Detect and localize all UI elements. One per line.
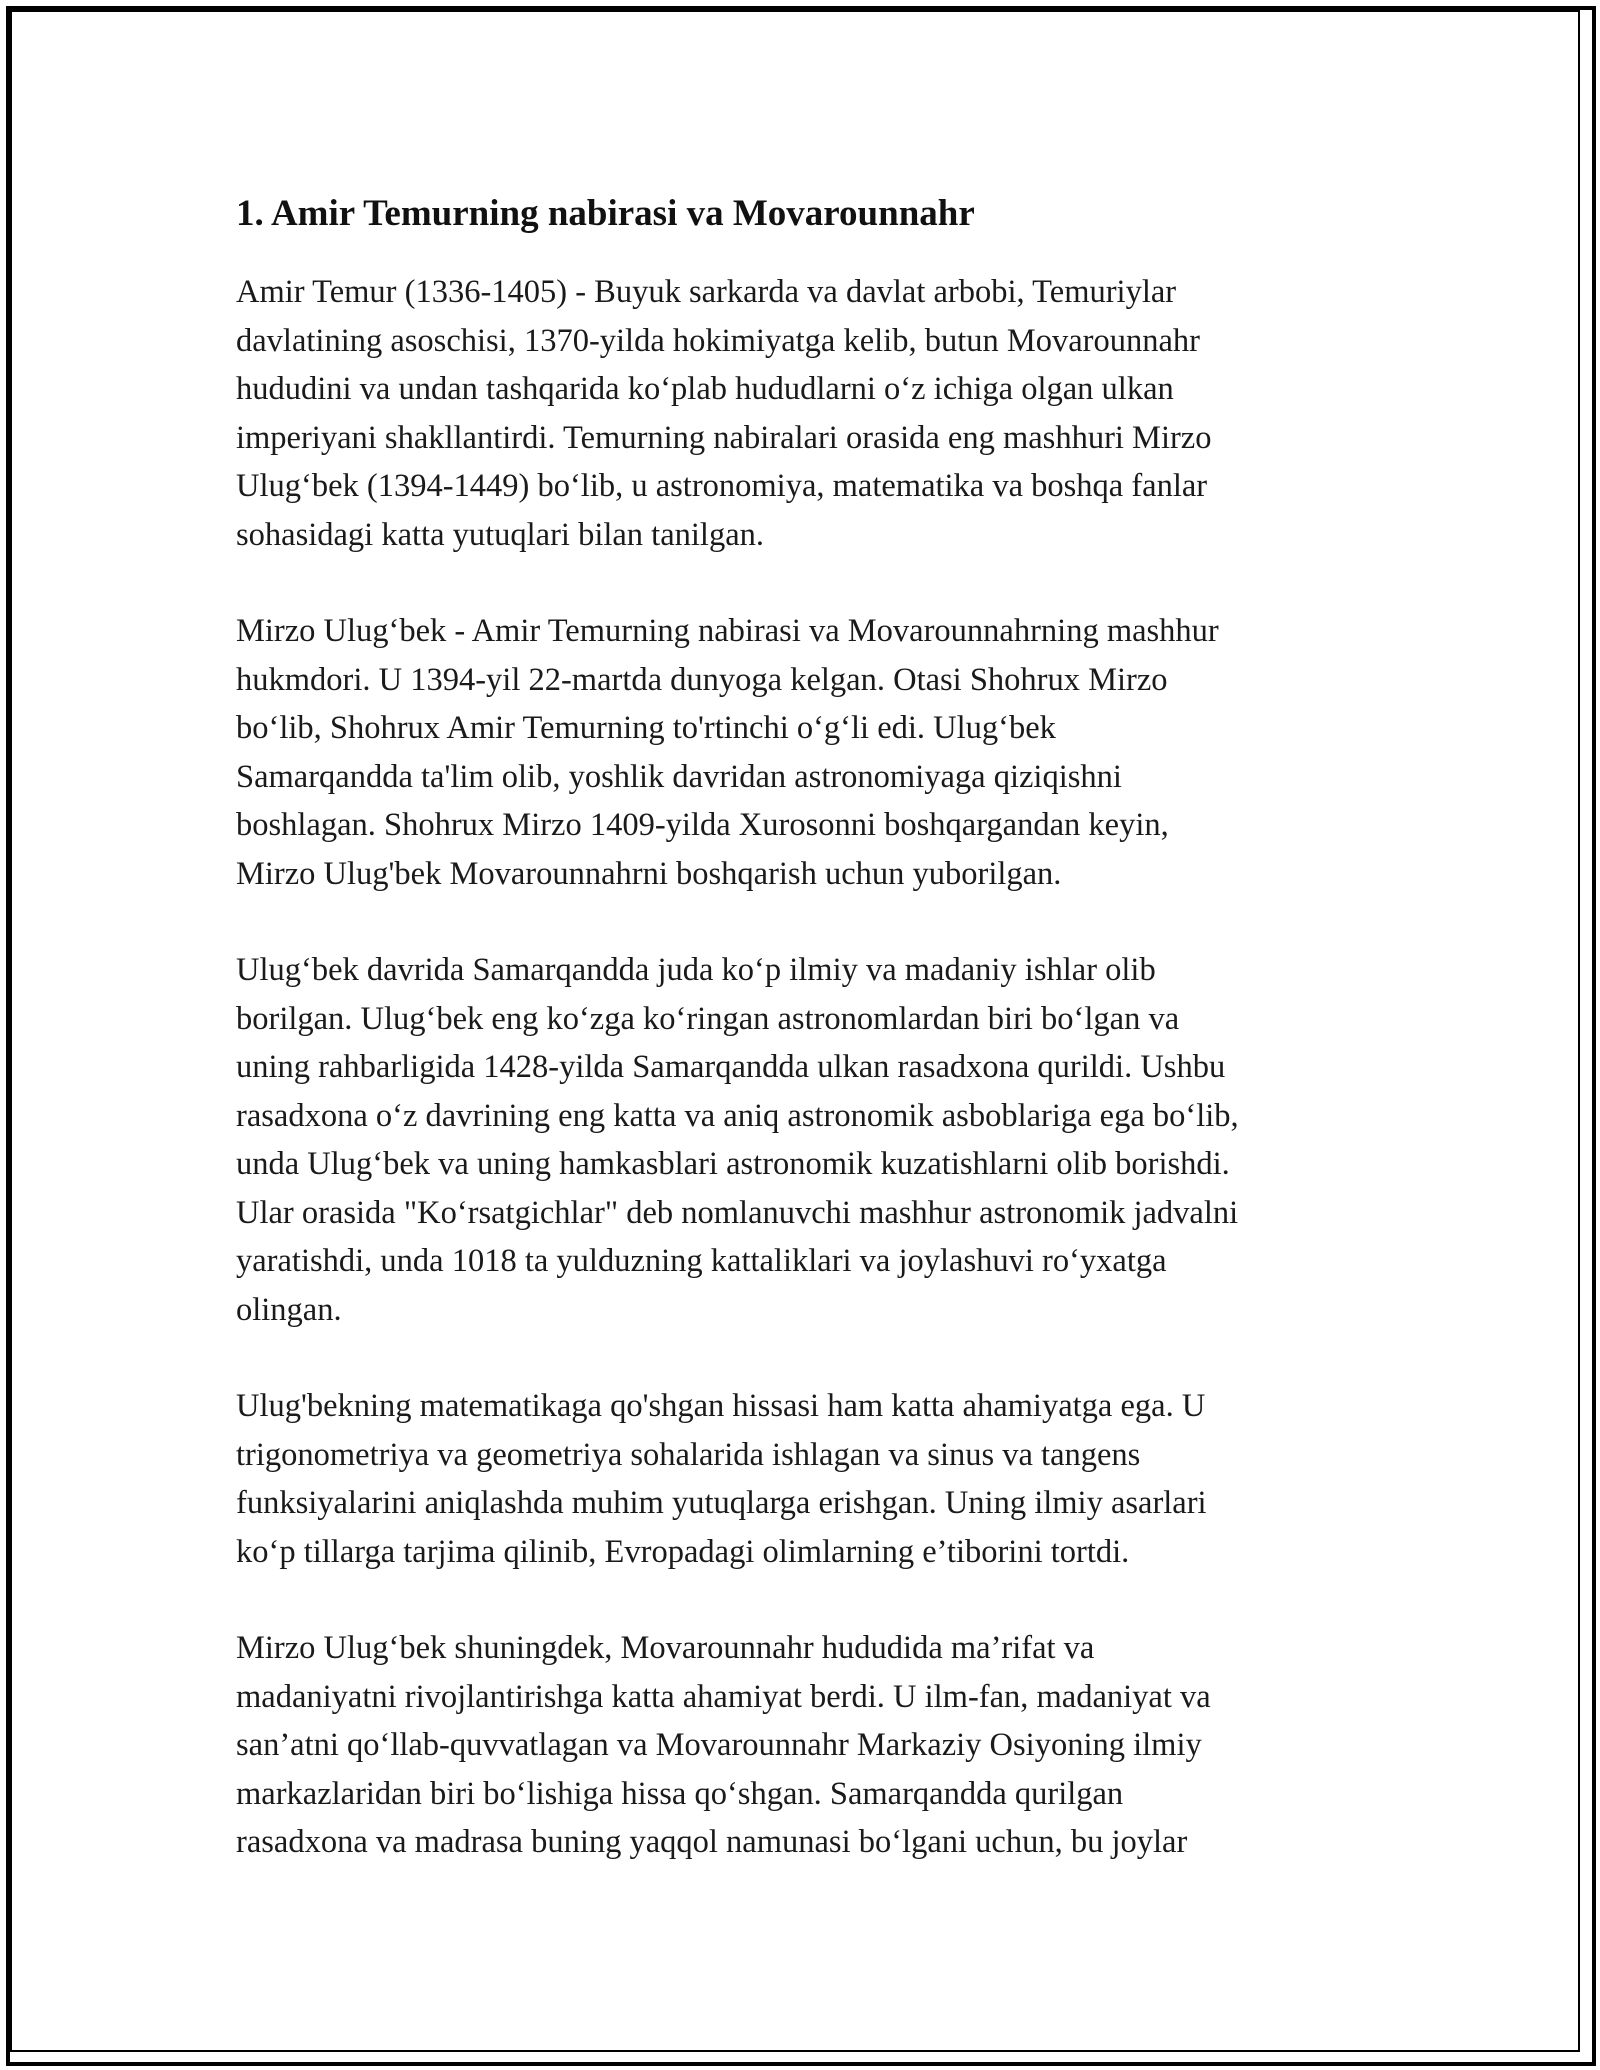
section-heading: 1. Amir Temurning nabirasi va Movarounnahr (236, 193, 975, 234)
paragraph-mathematics: Ulug'bekning matematikaga qo'shgan hissasi ham katta ahamiyatga ega. U trigonometriya va geometriya sohalarida ishlagan va sinus va tangens funksiyalarini aniqlashda muhim yutuqlarga erishgan. Uning ilmiy asarlari koʻp tillarga tarjima qilinib, Evropadagi olimlarning e’tiborini tortdi. (236, 1388, 1207, 1570)
paragraph-culture: Mirzo Ulugʻbek shuningdek, Movarounnahr hududida ma’rifat va madaniyatni rivojlantirishga katta ahamiyat berdi. U ilm-fan, madaniyat va san’atni qoʻllab-quvvatlagan va Movarounnahr Markaziy Osiyoning ilmiy markazlaridan biri boʻlishiga hissa qoʻshgan. Samarqandda qurilgan rasadxona va madrasa buning yaqqol namunasi boʻlgani uchun, bu joylar (236, 1630, 1211, 1860)
document-body (236, 186, 1396, 1915)
paragraph-amir-temur: Amir Temur (1336-1405) - Buyuk sarkarda va davlat arbobi, Temuriylar davlatining asoschisi, 1370-yilda hokimiyatga kelib, butun Movarounnahr hududini va undan tashqarida koʻplab hududlarni oʻz ichiga olgan ulkan imperiyani shakllantirdi. Temurning nabiralari orasida eng mashhuri Mirzo Ulugʻbek (1394-1449) boʻlib, u astronomiya, matematika va boshqa fanlar sohasidagi katta yutuqlari bilan tanilgan. (236, 274, 1212, 553)
paragraph-observatory: Ulugʻbek davrida Samarqandda juda koʻp ilmiy va madaniy ishlar olib borilgan. Ulugʻbek eng koʻzga koʻringan astronomlardan biri boʻlgan va uning rahbarligida 1428-yilda Samarqandda ulkan rasadxona qurildi. Ushbu rasadxona oʻz davrining eng katta va aniq astronomik asboblariga ega boʻlib, unda Ulugʻbek va uning hamkasblari astronomik kuzatishlarni olib borishdi. Ular orasida "Koʻrsatgichlar" deb nomlanuvchi mashhur astronomik jadvalni yaratishdi, unda 1018 ta yulduzning kattaliklari va joylashuvi roʻyxatga olingan. (236, 952, 1239, 1328)
paragraph-mirzo-ulugbek: Mirzo Ulugʻbek - Amir Temurning nabirasi va Movarounnahrning mashhur hukmdori. U 1394-yil 22-martda dunyoga kelgan. Otasi Shohrux Mirzo boʻlib, Shohrux Amir Temurning to'rtinchi oʻgʻli edi. Ulugʻbek Samarqandda ta'lim olib, yoshlik davridan astronomiyaga qiziqishni boshlagan. Shohrux Mirzo 1409-yilda Xurosonni boshqargandan keyin, Mirzo Ulug'bek Movarounnahrni boshqarish uchun yuborilgan. (236, 613, 1219, 892)
